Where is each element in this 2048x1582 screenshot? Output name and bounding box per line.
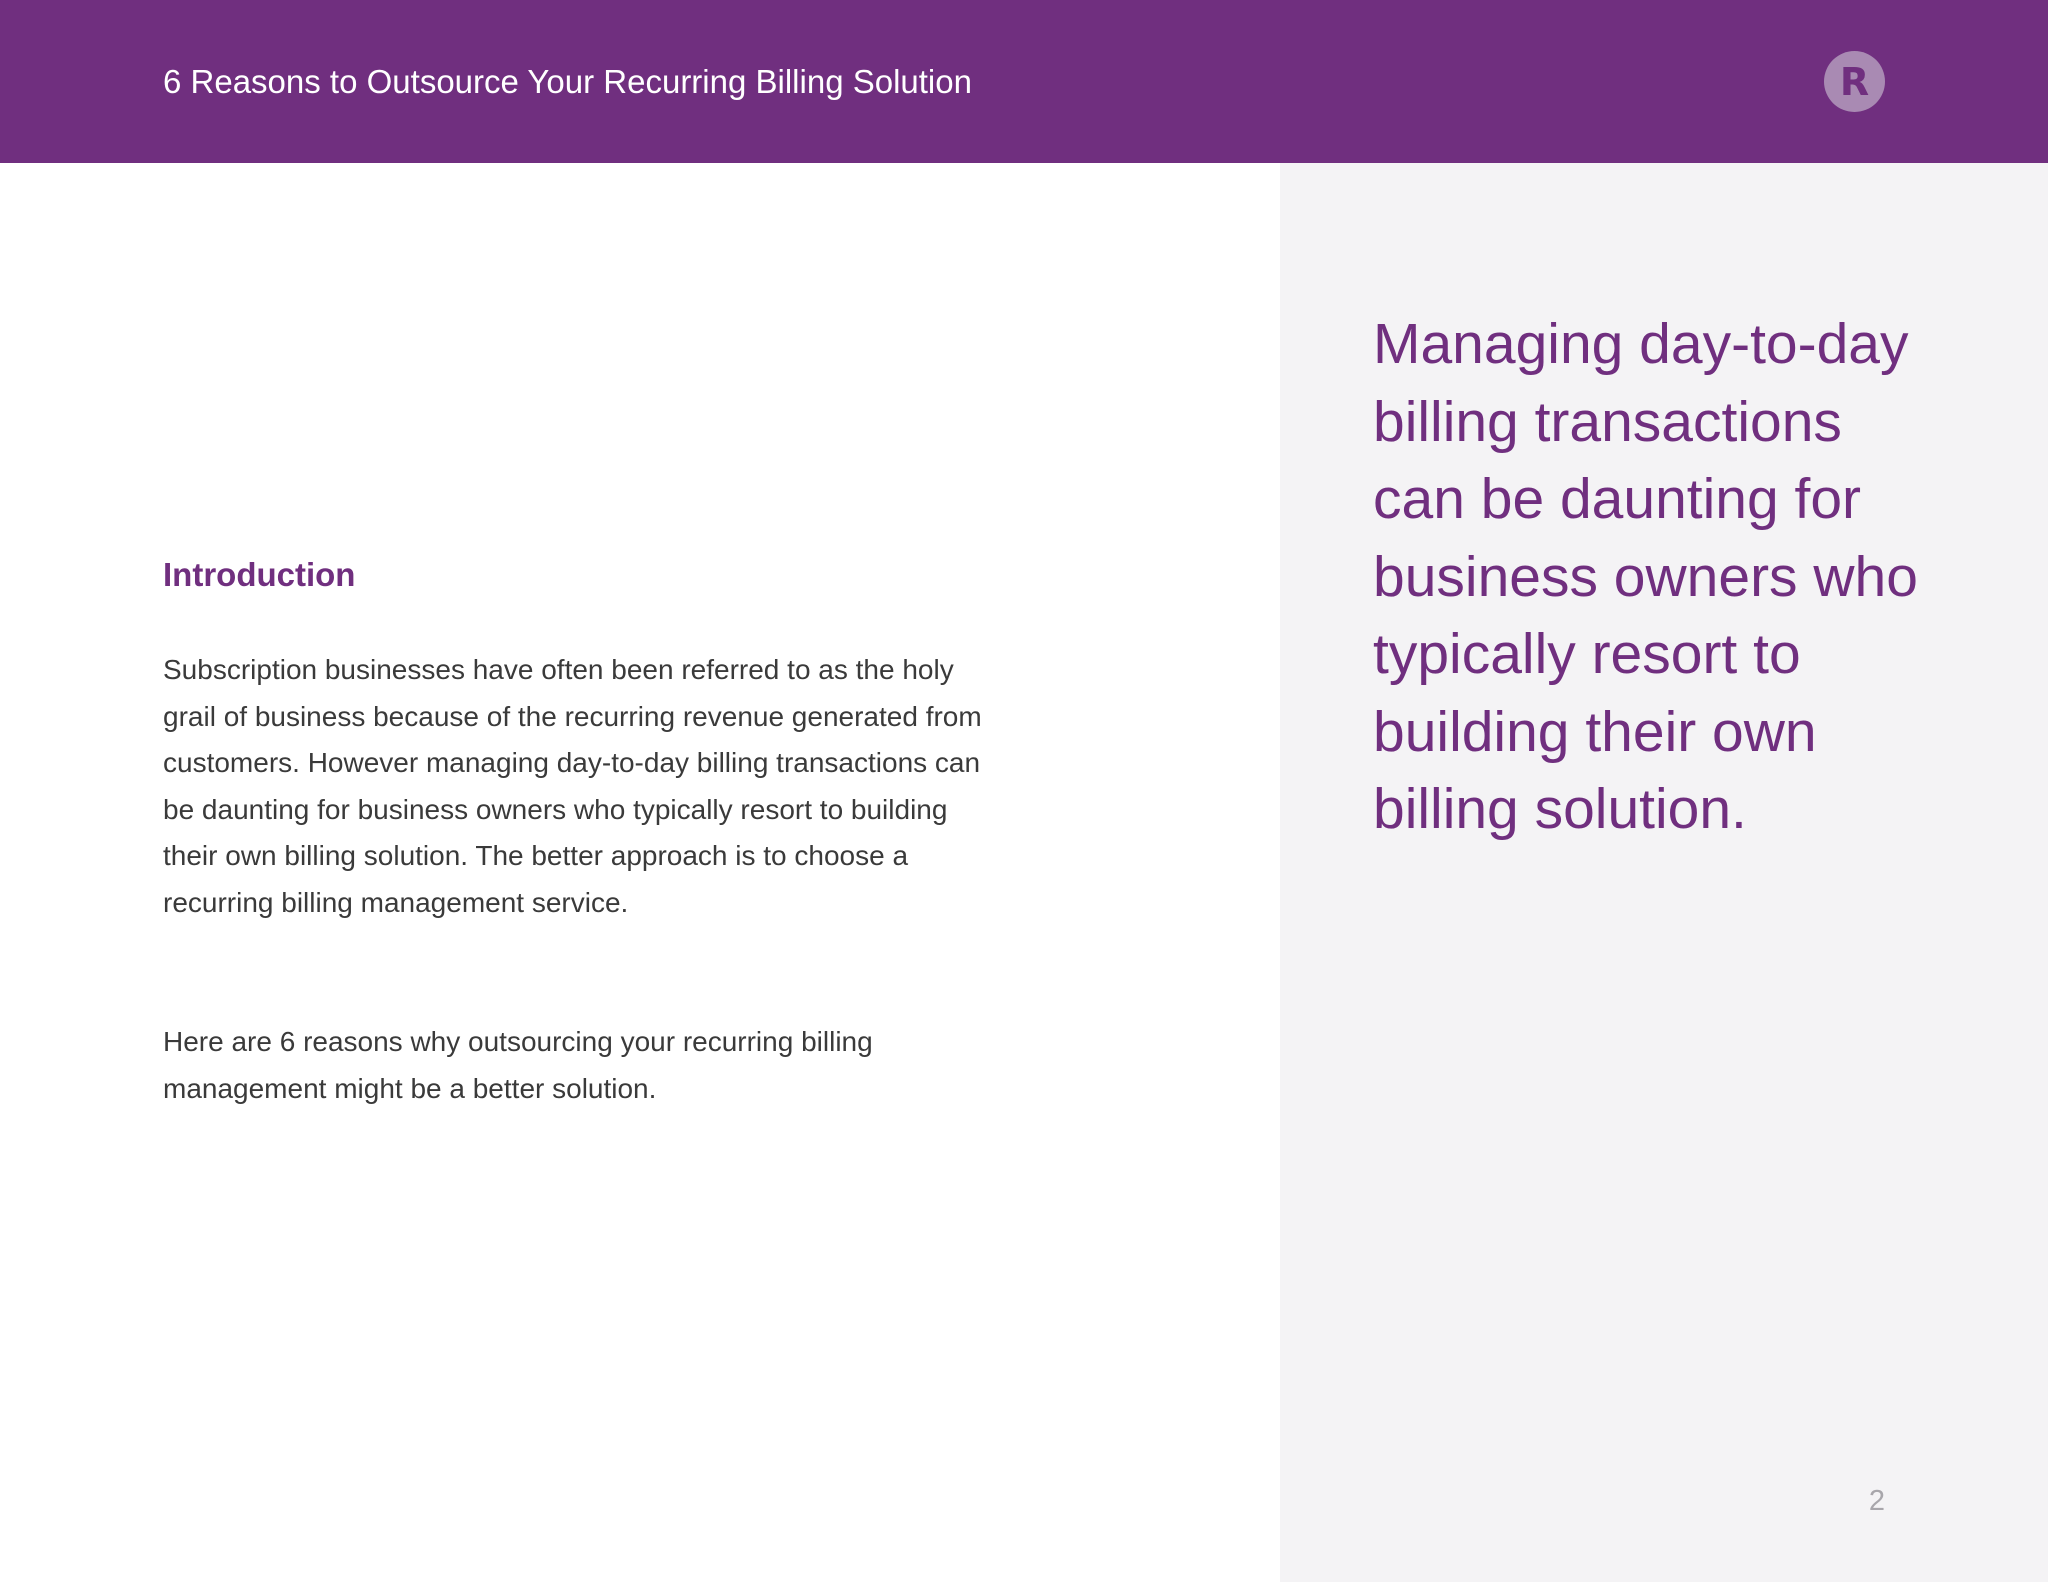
page-number: 2	[1868, 1485, 1885, 1517]
logo-letter: R	[1839, 60, 1870, 104]
section-heading: Introduction	[163, 556, 356, 593]
intro-paragraph-2: Here are 6 reasons why outsourcing your recurring billing management might be a better solution.	[163, 1026, 873, 1104]
intro-paragraph-1: Subscription businesses have often been referred to as the holy grail of business because of the recurring revenue generated from customers. However managing day-to-day billing transactions can be daunting for business owners who typically resort to building their own billing solution. The better approach is to choose a recurring billing management service.	[163, 654, 982, 918]
pullquote: Managing day-to-day billing transactions can be daunting for business owners who typically resort to building their own billing solution.	[1373, 312, 1918, 841]
page-header	[0, 0, 2048, 163]
document-title: 6 Reasons to Outsource Your Recurring Billing Solution	[163, 63, 972, 100]
recurly-r-logo-icon	[1824, 51, 1885, 112]
